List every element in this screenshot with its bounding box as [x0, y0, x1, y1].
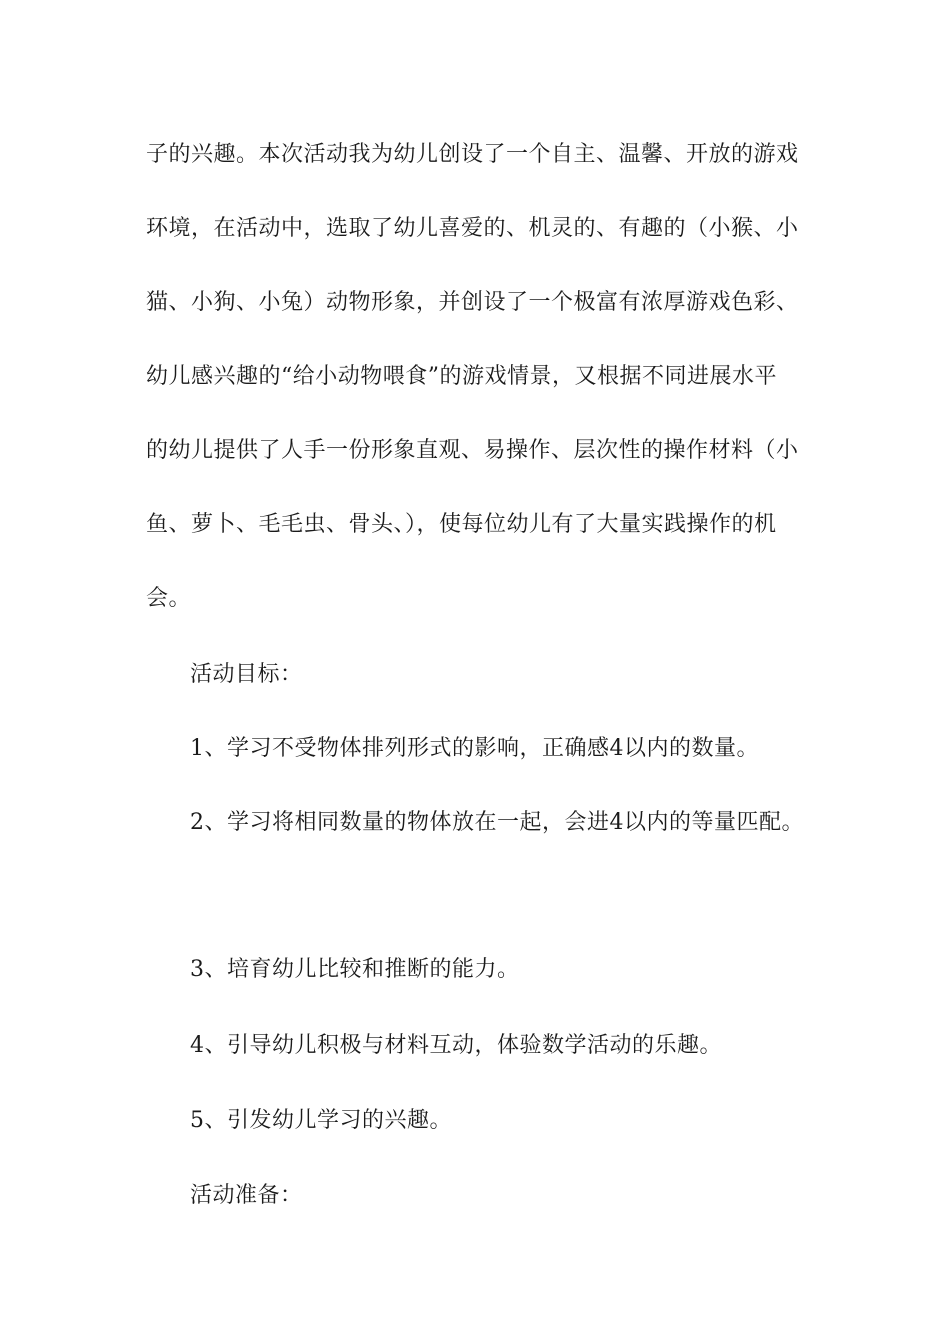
intro-line-3: 猫、小狗、小兔）动物形象，并创设了一个极富有浓厚游戏色彩、 — [146, 290, 799, 315]
intro-line-2: 环境，在活动中，选取了幼儿喜爱的、机灵的、有趣的（小猴、小 — [146, 216, 799, 241]
goal-item-3: 3、培育幼儿比较和推断的能力。 — [190, 957, 520, 982]
goal-item-2: 2、学习将相同数量的物体放在一起，会进4以内的等量匹配。 — [190, 810, 804, 835]
prep-heading: 活动准备： — [190, 1183, 303, 1208]
goal-item-1: 1、学习不受物体排列形式的影响，正确感4以内的数量。 — [190, 736, 759, 761]
intro-line-5: 的幼儿提供了人手一份形象直观、易操作、层次性的操作材料（小 — [146, 438, 799, 463]
goals-heading: 活动目标： — [190, 662, 303, 687]
intro-line-1: 子的兴趣。本次活动我为幼儿创设了一个自主、温馨、开放的游戏 — [146, 142, 799, 167]
goal-item-5: 5、引发幼儿学习的兴趣。 — [190, 1108, 452, 1133]
intro-line-7: 会。 — [146, 586, 192, 611]
intro-line-6: 鱼、萝卜、毛毛虫、骨头、），使每位幼儿有了大量实践操作的机 — [146, 512, 777, 537]
goal-item-4: 4、引导幼儿积极与材料互动，体验数学活动的乐趣。 — [190, 1033, 722, 1058]
intro-line-4: 幼儿感兴趣的“给小动物喂食”的游戏情景，又根据不同进展水平 — [146, 364, 777, 389]
